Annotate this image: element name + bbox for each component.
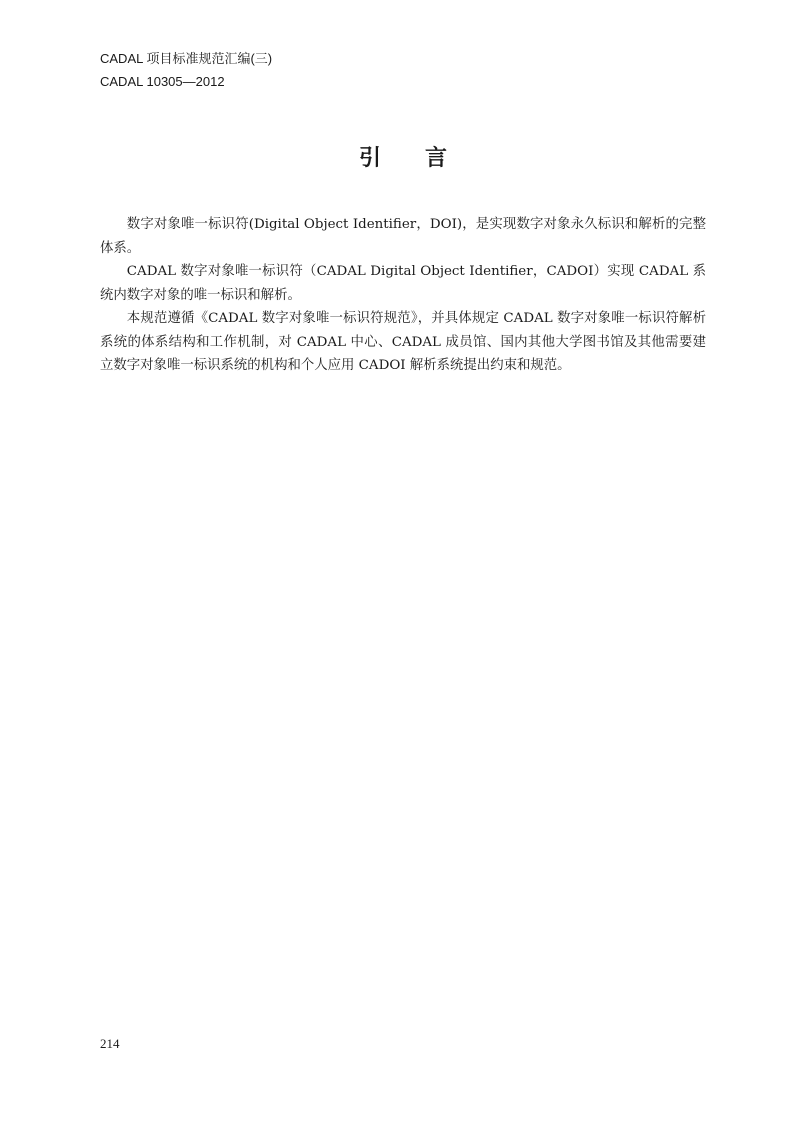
page-number: 214 [100, 1036, 120, 1051]
paragraph-3: 本规范遵循《CADAL 数字对象唯一标识符规范》，并具体规定 CADAL 数字对象唯一标识符解析系统的体系结构和工作机制，对 CADAL 中心、CADAL 成员馆、国内其他大学图书馆及其他需要建立数字对象唯一标识系统的机构和个人应用 CADOI 解析系统提出约束和规范。 [100, 311, 706, 373]
paragraph-1: 数字对象唯一标识符(Digital Object Identifier，DOI)，是实现数字对象永久标识和解析的完整体系。 [100, 217, 706, 256]
running-header [100, 47, 272, 93]
header-standard-number: CADAL 10305—2012 [100, 74, 225, 89]
header-collection-title: CADAL 项目标准规范汇编(三) [100, 51, 273, 66]
paragraph-2: CADAL 数字对象唯一标识符（CADAL Digital Object Identifier，CADOI）实现 CADAL 系统内数字对象的唯一标识和解析。 [100, 264, 706, 303]
section-title: 引言 [358, 146, 491, 171]
body-text [100, 213, 706, 378]
